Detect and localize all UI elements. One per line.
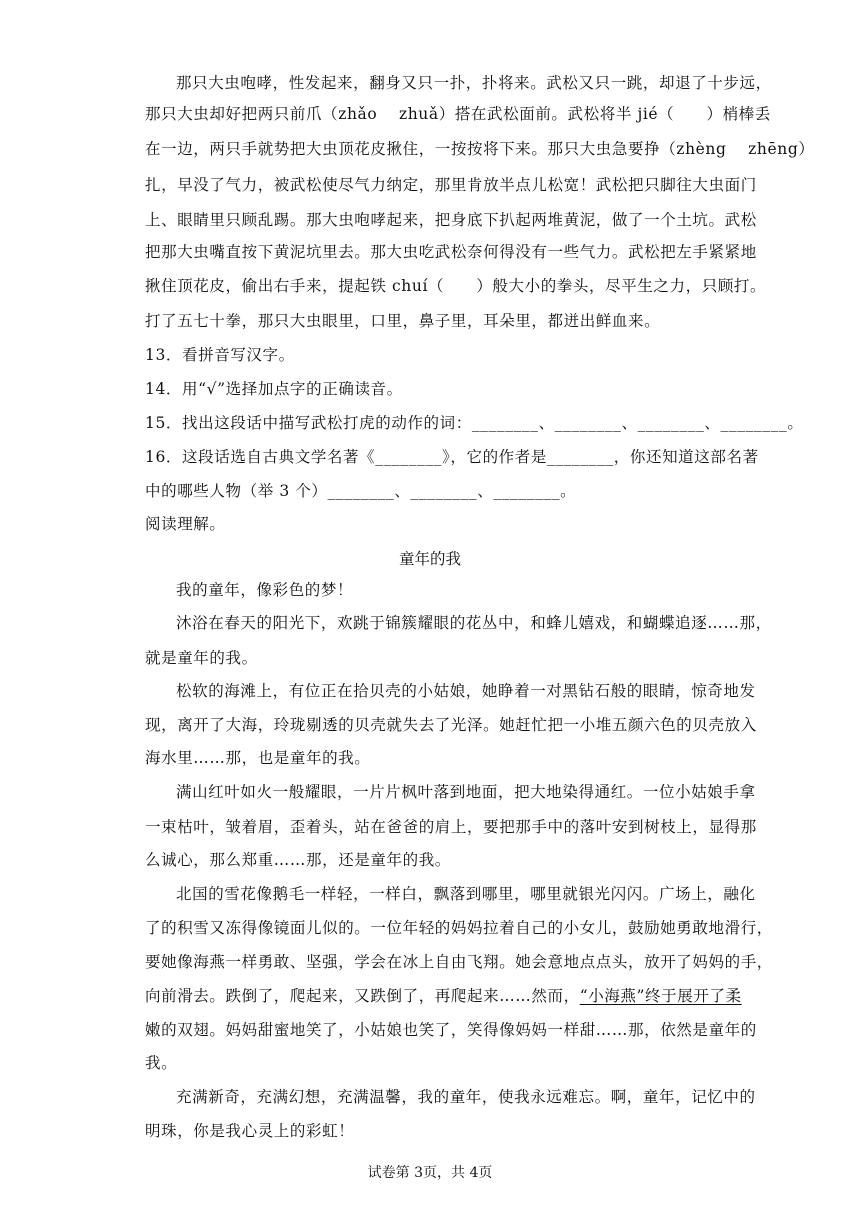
question-16: 16．这段话选自古典文学名著《________》，它的作者是________，你还知道这部名著: [145, 448, 759, 466]
passage2-line-17: 明珠，你是我心灵上的彩虹！: [145, 1122, 355, 1140]
passage1-line-1: 那只大虫咆哮，性发起来，翻身又只一扑，扑将来。武松又只一跳，却退了十步远，: [176, 74, 772, 92]
passage2-line-6: 海水里……那，也是童年的我。: [145, 749, 371, 767]
passage2-line-2: 沐浴在春天的阳光下，欢跳于锦簇耀眼的花丛中，和蜂儿嬉戏，和蝴蝶追逐……那，: [176, 614, 772, 632]
question-13: 13．看拼音写汉字。: [145, 346, 295, 364]
section-label: 阅读理解。: [145, 515, 226, 533]
passage2-line-13: [145, 986, 742, 1006]
passage2-line-8: 一束枯叶，皱着眉，歪着头，站在爸爸的肩上，要把那手中的落叶安到树枝上，显得那: [145, 818, 757, 836]
passage2-title: 童年的我: [398, 550, 461, 568]
underlined-phrase: “小海燕”终于展开了柔: [579, 987, 742, 1005]
page-footer: 试卷第 3页，共 4页: [367, 1165, 493, 1181]
question-14: 14．用“√”选择加点字的正确读音。: [145, 380, 403, 398]
passage1-line-4: 扎，早没了气力，被武松使尽气力纳定，那里肯放半点儿松宽！武松把只脚往大虫面门: [145, 176, 757, 194]
passage1-line-5: 上、眼睛里只顾乱踢。那大虫咆哮起来，把身底下扒起两堆黄泥，做了一个土坑。武松: [145, 211, 757, 229]
passage2-line-7: 满山红叶如火一般耀眼，一片片枫叶落到地面，把大地染得通红。一位小姑娘手拿: [176, 783, 756, 801]
passage2-line-5: 现，离开了大海，玲珑剔透的贝壳就失去了光泽。她赶忙把一小堆五颜六色的贝壳放入: [145, 716, 757, 734]
passage1-line-7: 揪住顶花皮，偷出右手来，提起铁 chuí（ ）般大小的拳头，尽平生之力，只顾打。: [145, 277, 767, 295]
passage1-line-2: 那只大虫却好把两只前爪（zhǎo zhuǎ）搭在武松面前。武松将半 jié（ ）梢棒丢: [145, 105, 771, 123]
passage2-line-10: 北国的雪花像鹅毛一样轻，一样白，飘落到哪里，哪里就银光闪闪。广场上，融化: [176, 885, 756, 903]
passage2-line-13-text: 向前滑去。跌倒了，爬起来，又跌倒了，再爬起来……然而，: [145, 987, 580, 1005]
passage2-line-3: 就是童年的我。: [145, 649, 258, 667]
passage2-line-11: 了的积雪又冻得像镜面儿似的。一位年轻的妈妈拉着自己的小女儿，鼓励她勇敢地滑行，: [145, 919, 773, 937]
passage2-line-4: 松软的海滩上，有位正在拾贝壳的小姑娘，她睁着一对黑钻石般的眼睛，惊奇地发: [176, 682, 756, 700]
passage2-line-15: 我。: [145, 1054, 178, 1072]
passage2-line-12: 要她像海燕一样勇敢、坚强，学会在冰上自由飞翔。她会意地点点头，放开了妈妈的手，: [145, 953, 773, 971]
passage1-line-8: 打了五七十拳，那只大虫眼里，口里，鼻子里，耳朵里，都迸出鲜血来。: [145, 312, 661, 330]
question-15: 15．找出这段话中描写武松打虎的动作的词：________、________、________、________。: [145, 414, 804, 432]
question-16-continued: 中的哪些人物（举 3 个）________、________、________。: [145, 482, 577, 500]
passage2-line-1: 我的童年，像彩色的梦！: [176, 581, 354, 599]
passage1-line-6: 把那大虫嘴直按下黄泥坑里去。那大虫吃武松奈何得没有一些气力。武松把左手紧紧地: [145, 243, 757, 261]
passage2-line-9: 么诚心，那么郑重……那，还是童年的我。: [145, 851, 451, 869]
passage2-line-16: 充满新奇，充满幻想，充满温馨，我的童年，使我永远难忘。啊，童年，记忆中的: [176, 1088, 756, 1106]
passage2-line-14: 嫩的双翅。妈妈甜蜜地笑了，小姑娘也笑了，笑得像妈妈一样甜……那，依然是童年的: [145, 1021, 757, 1039]
passage1-line-3: 在一边，两只手就势把大虫顶花皮揪住，一按按将下来。那只大虫急要挣（zhèng zhēng）: [145, 140, 815, 158]
